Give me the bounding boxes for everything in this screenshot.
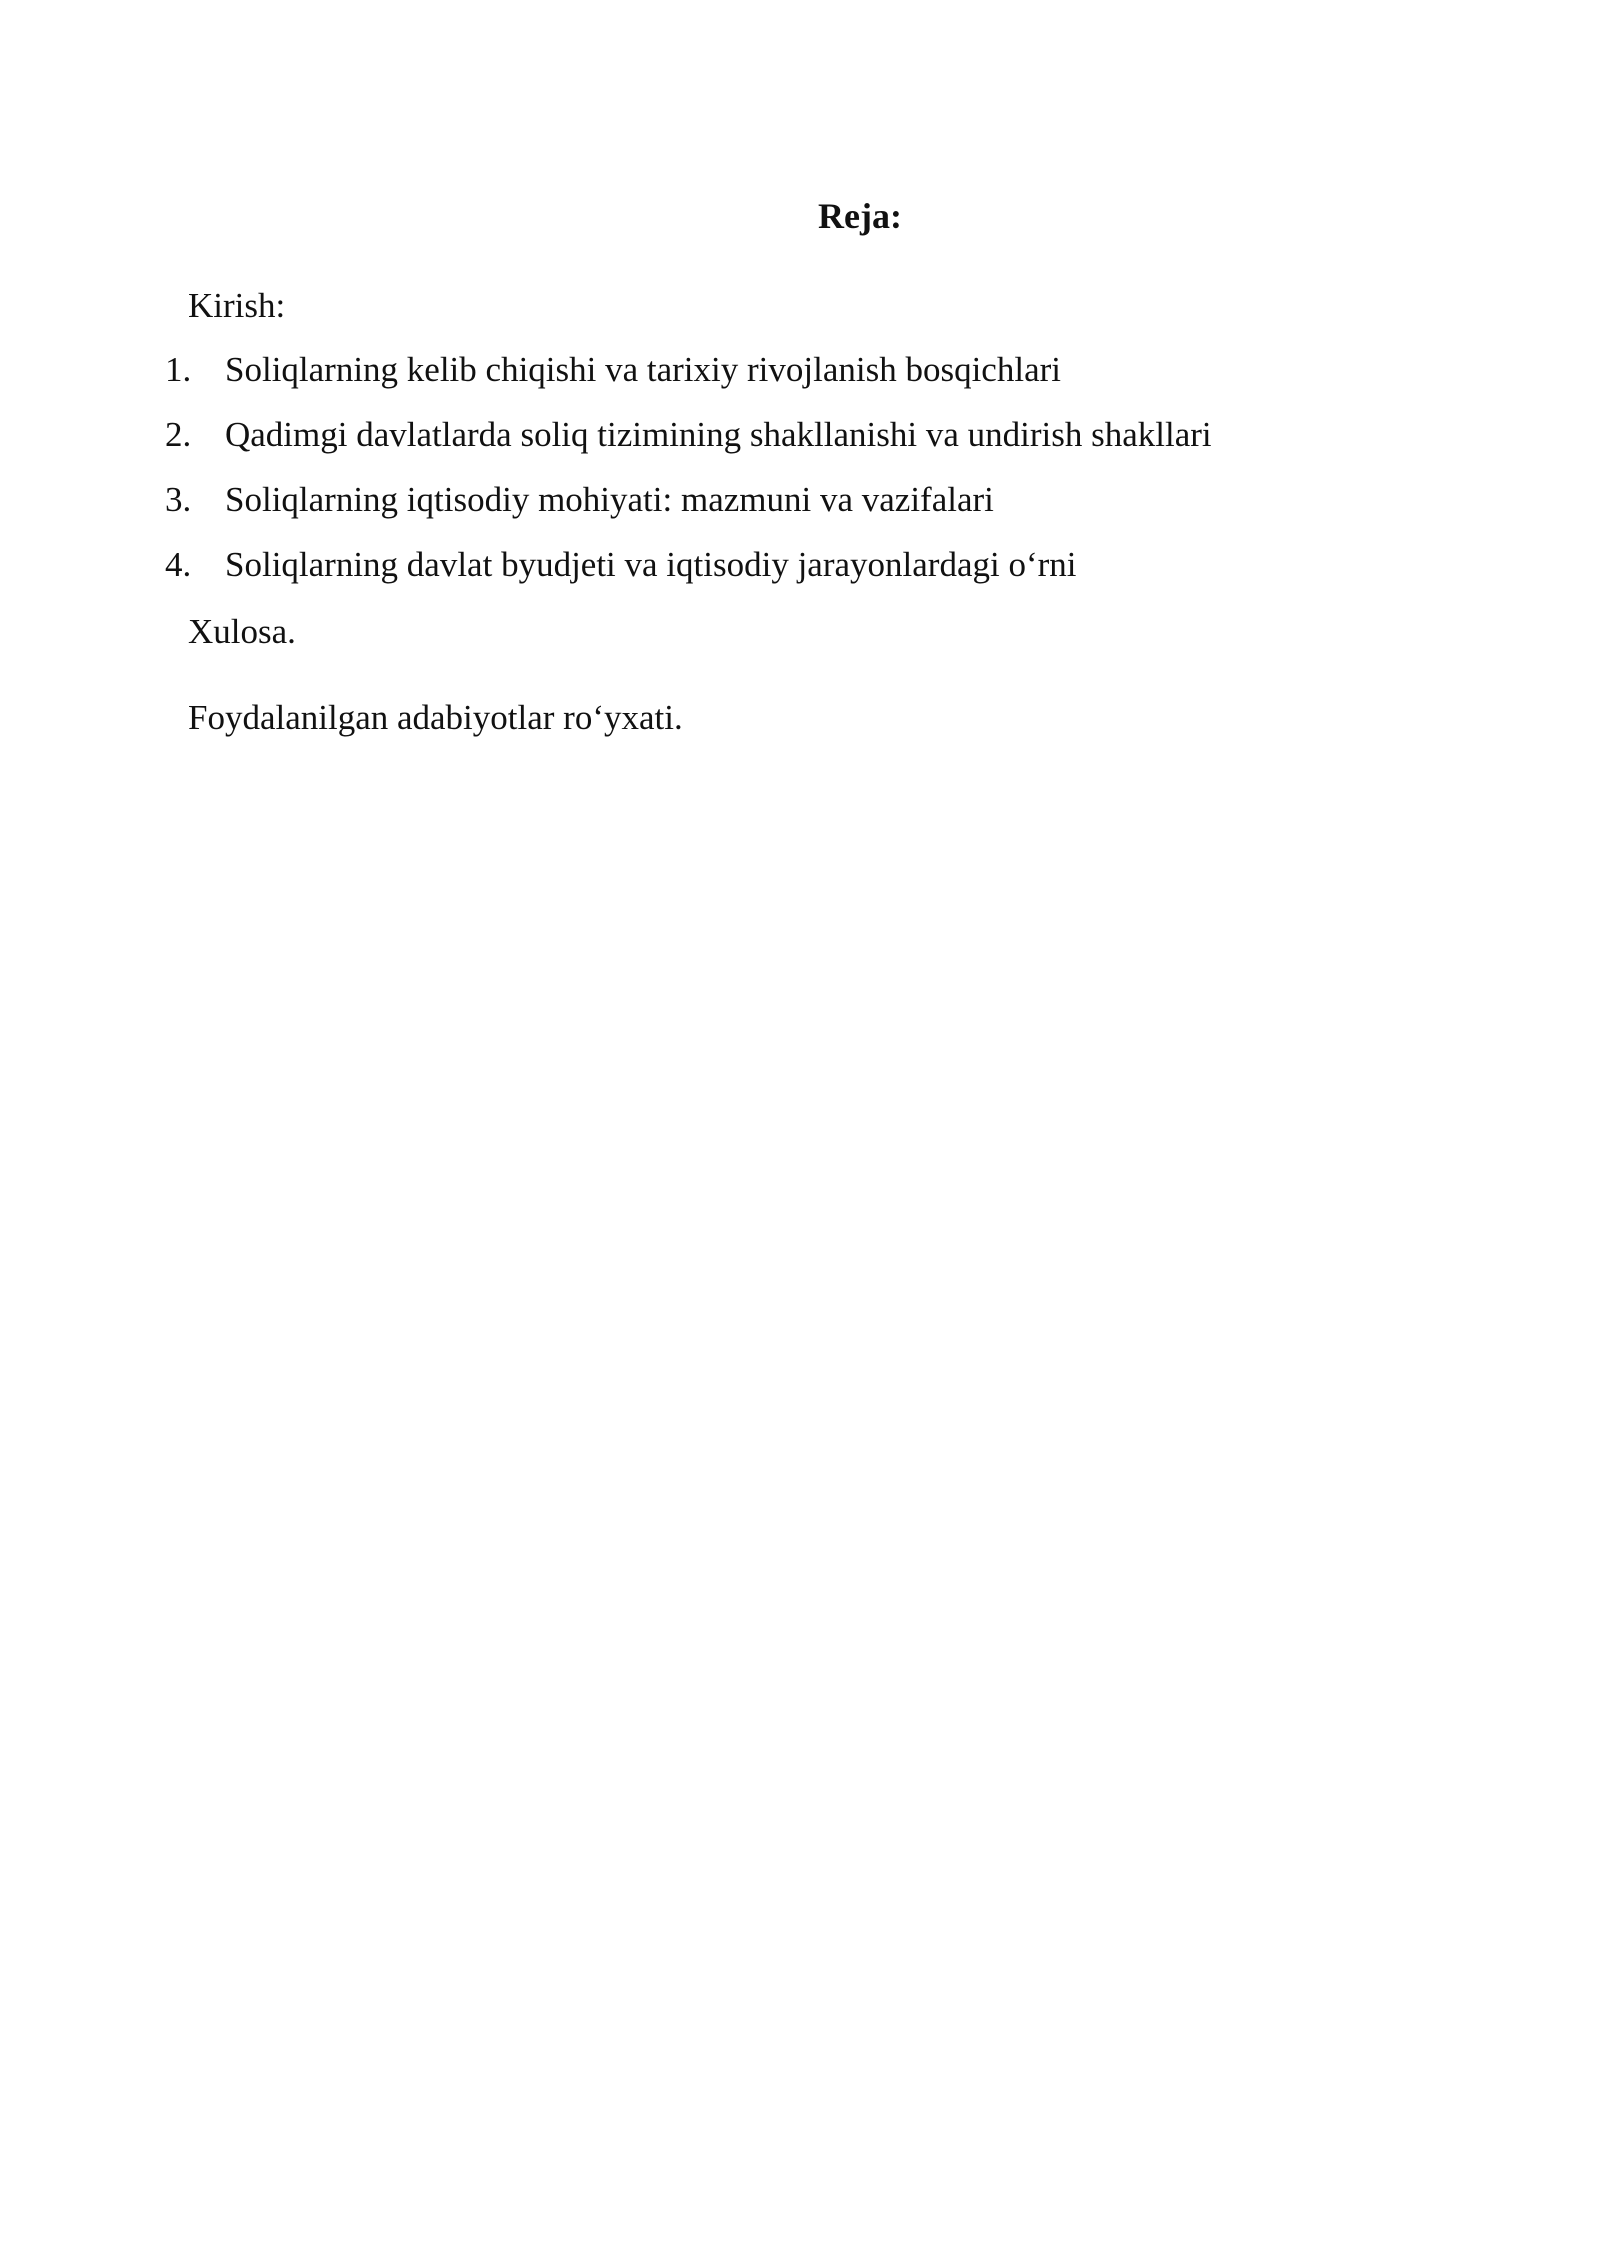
list-item-number: 1. [165, 350, 192, 389]
list-item-number: 4. [165, 545, 192, 584]
intro-line: Kirish: [188, 286, 286, 325]
conclusion-line: Xulosa. [188, 612, 296, 651]
list-item-text: Qadimgi davlatlarda soliq tizimining shakllanishi va undirish shakllari [225, 415, 1212, 454]
list-item-text: Soliqlarning iqtisodiy mohiyati: mazmuni va vazifalari [225, 480, 994, 519]
list-item-text: Soliqlarning kelib chiqishi va tarixiy rivojlanish bosqichlari [225, 350, 1061, 389]
list-item-number: 3. [165, 480, 192, 519]
list-item-number: 2. [165, 415, 192, 454]
page-title: Reja: [818, 196, 902, 236]
references-line: Foydalanilgan adabiyotlar ro‘yxati. [188, 698, 683, 737]
list-item-text: Soliqlarning davlat byudjeti va iqtisodiy jarayonlardagi o‘rni [225, 545, 1077, 584]
